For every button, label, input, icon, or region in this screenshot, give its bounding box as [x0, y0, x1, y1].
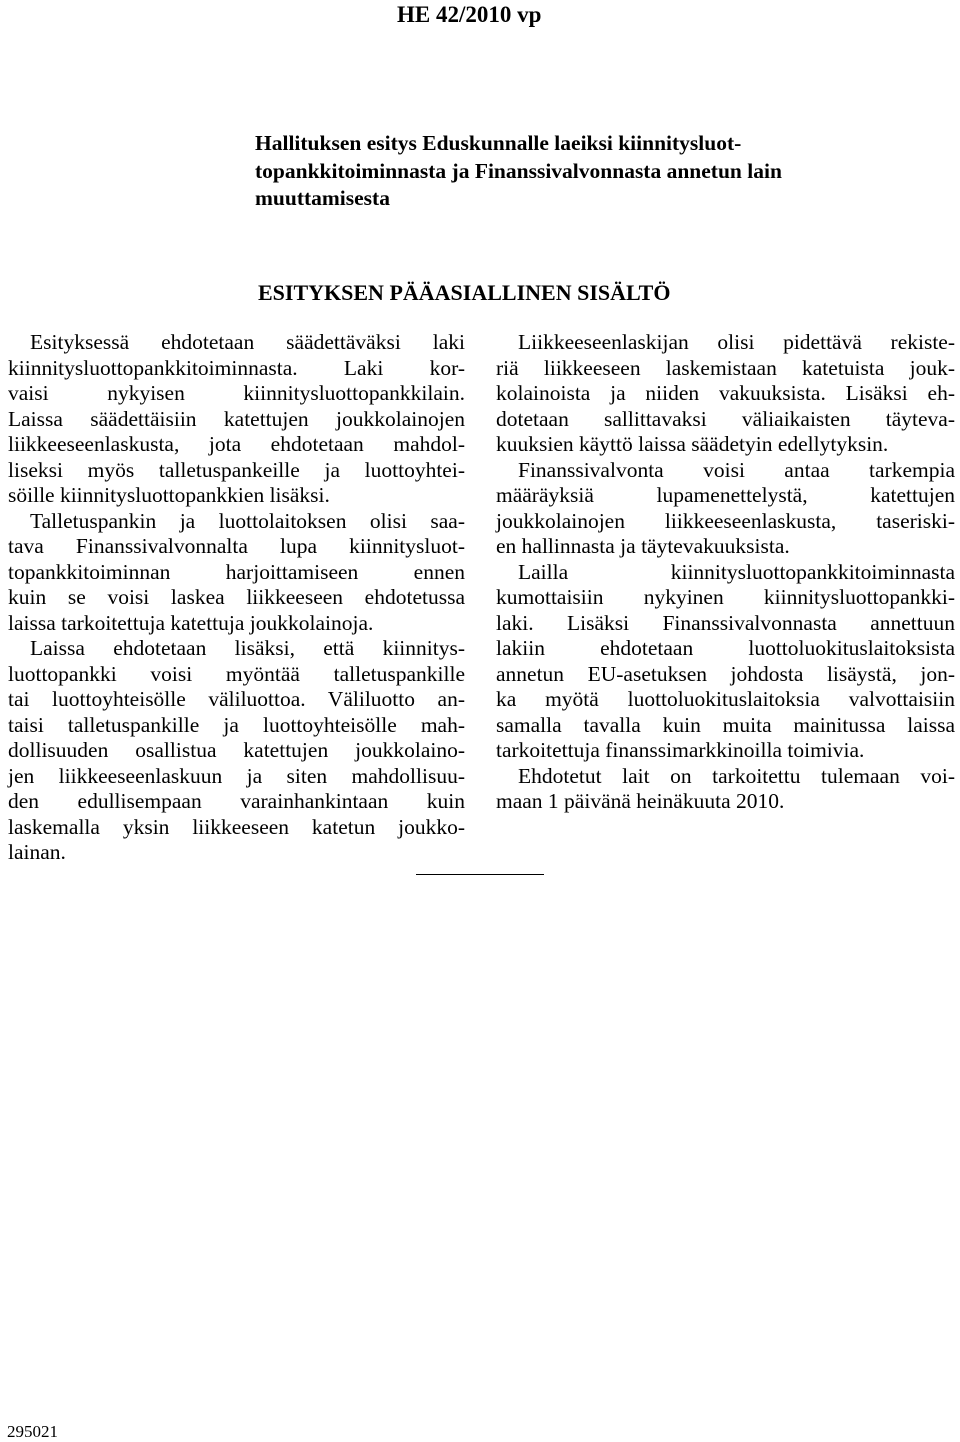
text-line: dollisuuden osallistua katettujen joukkolaino- [8, 738, 465, 762]
right-text-column [496, 330, 955, 815]
text-line: dotetaan sallittavaksi väliaikaisten täyteva- [496, 406, 955, 431]
text-line: kiinnitysluottopankkitoiminnasta. Laki kor- [8, 355, 465, 380]
text-line: maan 1 päivänä heinäkuuta 2010. [496, 789, 785, 813]
text-line: kolainoista ja niiden vakuuksista. Lisäksi eh- [496, 381, 955, 405]
document-title [255, 130, 955, 213]
text-line: Esityksessä ehdotetaan säädettäväksi laki [30, 330, 465, 354]
text-line: en hallinnasta ja täytevakuuksista. [496, 534, 790, 558]
text-line: jen liikkeeseenlaskuun ja siten mahdollisuu- [8, 763, 465, 788]
text-line: topankkitoiminnan harjoittamiseen ennen [8, 559, 465, 584]
text-line: vaisi nykyisen kiinnitysluottopankkilain. [8, 381, 465, 405]
title-line: muuttamisesta [255, 186, 390, 210]
text-line: lakiin ehdotetaan luottoluokituslaitoksista [496, 636, 955, 660]
text-line: Finanssivalvonta voisi antaa tarkempia [518, 457, 955, 482]
text-line: joukkolainojen liikkeeseenlaskusta, taseriski- [496, 508, 955, 533]
text-line: Talletuspankin ja luottolaitoksen olisi saa- [30, 508, 465, 533]
text-line: Laissa säädettäisiin katettujen joukkolainojen [8, 406, 465, 431]
text-line: liseksi myös talletuspankeille ja luottoyhtei- [8, 457, 465, 482]
text-line: luottopankki voisi myöntää talletuspankille [8, 661, 465, 686]
text-line: kuuksien käyttö laissa säädetyin edellytyksin. [496, 432, 889, 456]
text-line: riä liikkeeseen laskemistaan katetuista jouk- [496, 355, 955, 380]
left-text-column [8, 330, 465, 866]
text-line: samalla tavalla kuin muita mainitussa laissa [496, 712, 955, 737]
text-line: Ehdotetut lait on tarkoitettu tulemaan voi- [518, 763, 955, 788]
text-line: söille kiinnitysluottopankkien lisäksi. [8, 483, 330, 507]
text-line: den edullisempaan varainhankintaan kuin [8, 789, 465, 813]
text-line: kumottaisiin nykyinen kiinnitysluottopankki- [496, 585, 955, 609]
text-line: kuin se voisi laskea liikkeeseen ehdotetussa [8, 585, 465, 609]
text-line: tai luottoyhteisölle väliluottoa. Väliluotto an- [8, 687, 465, 711]
text-line: annetun EU-asetuksen johdosta lisäystä, jon- [496, 661, 955, 686]
title-line: topankkitoiminnasta ja Finanssivalvonnasta annetun lain [255, 158, 782, 183]
text-line: laissa tarkoitettuja katettuja joukkolainoja. [8, 610, 374, 635]
text-line: laskemalla yksin liikkeeseen katetun joukko- [8, 814, 465, 839]
text-line: määräyksiä lupamenettelystä, katettujen [496, 483, 955, 507]
text-line: laki. Lisäksi Finanssivalvonnasta annettuun [496, 610, 955, 635]
text-line: ka myötä luottoluokituslaitoksia valvottaisiin [496, 687, 955, 711]
separator-line [416, 874, 544, 875]
title-line: Hallituksen esitys Eduskunnalle laeiksi kiinnitysluot- [255, 131, 742, 155]
text-line: Laissa ehdotetaan lisäksi, että kiinnitys- [30, 636, 465, 660]
text-line: Lailla kiinnitysluottopankkitoiminnasta [518, 559, 955, 584]
text-line: Liikkeeseenlaskijan olisi pidettävä rekiste- [518, 330, 955, 354]
text-line: lainan. [8, 840, 66, 864]
text-line: tarkoitettuja finanssimarkkinoilla toimivia. [496, 738, 865, 762]
page-number: 295021 [7, 1422, 58, 1441]
document-id: HE 42/2010 vp [397, 2, 542, 27]
text-line: tava Finanssivalvonnalta lupa kiinnitysluot- [8, 534, 465, 558]
text-line: liikkeeseenlaskusta, jota ehdotetaan mahdol- [8, 432, 465, 456]
section-heading: ESITYKSEN PÄÄASIALLINEN SISÄLTÖ [258, 280, 671, 305]
text-line: taisi talletuspankille ja luottoyhteisölle mah- [8, 712, 465, 737]
